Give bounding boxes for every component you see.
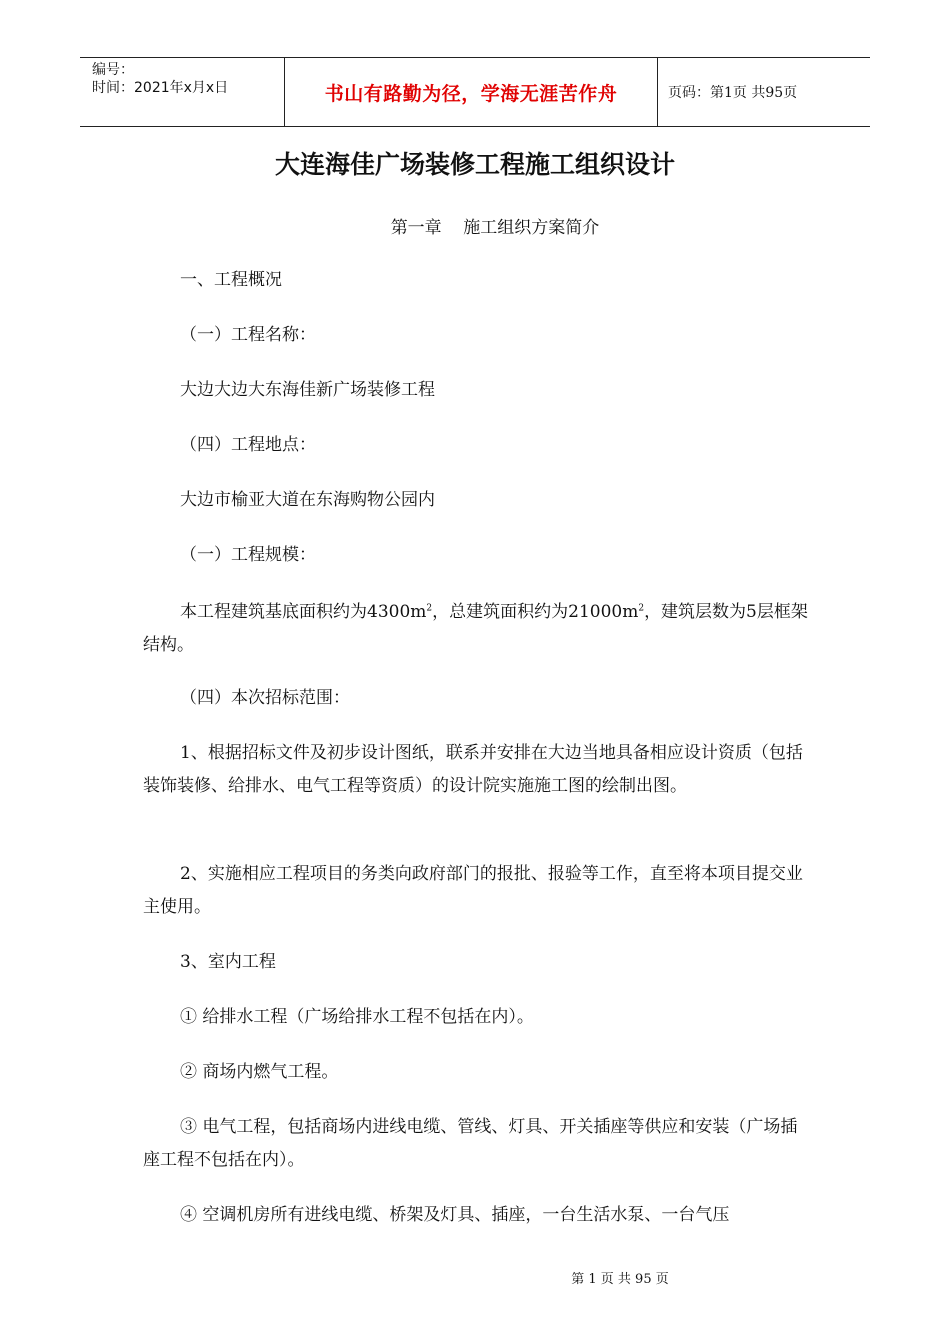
section-heading: 一、工程概况 <box>180 270 282 290</box>
scale-text-2: ，总建筑面积约为21000m <box>432 602 639 622</box>
subsection-heading: （四）本次招标范围： <box>180 688 350 708</box>
paragraph-scale <box>143 596 811 662</box>
scale-text-3: ，建筑层数为5层框架结构。 <box>143 602 808 655</box>
header-page-info: 页码：第1页 共95页 <box>668 85 798 101</box>
list-item: ② 商场内燃气工程。 <box>180 1062 339 1082</box>
chapter-heading: 第一章 施工组织方案简介 <box>390 218 600 238</box>
document-time: 时间：2021年x月x日 <box>92 80 229 96</box>
superscript: 2 <box>638 603 645 614</box>
page-footer: 第 1 页 共 95 页 <box>571 1272 669 1287</box>
list-item: ④ 空调机房所有进线电缆、桥架及灯具、插座，一台生活水泵、一台气压 <box>180 1205 730 1225</box>
page-header <box>80 57 870 127</box>
paragraph: 2、实施相应工程项目的务类向政府部门的报批、报验等工作，直至将本项目提交业主使用。 <box>143 864 803 917</box>
header-motto: 书山有路勤为径，学海无涯苦作舟 <box>284 58 658 126</box>
list-item: ③ 电气工程，包括商场内进线电缆、管线、灯具、开关插座等供应和安装（广场插座工程不包括在内）。 <box>143 1117 798 1170</box>
subsection-heading: （一）工程名称： <box>180 325 316 345</box>
subsection-heading: （一）工程规模： <box>180 545 316 565</box>
list-item: ① 给排水工程（广场给排水工程不包括在内）。 <box>180 1007 534 1027</box>
paragraph: 大边市榆亚大道在东海购物公园内 <box>180 490 435 510</box>
superscript: 2 <box>426 603 433 614</box>
paragraph: 1、根据招标文件及初步设计图纸，联系并安排在大边当地具备相应设计资质（包括装饰装修、给排水、电气工程等资质）的设计院实施施工图的绘制出图。 <box>143 743 803 796</box>
document-title: 大连海佳广场装修工程施工组织设计 <box>274 150 675 179</box>
paragraph: 3、室内工程 <box>180 952 276 972</box>
subsection-heading: （四）工程地点： <box>180 435 316 455</box>
paragraph: 大边大边大东海佳新广场装修工程 <box>180 380 435 400</box>
scale-text-1: 本工程建筑基底面积约为4300m <box>180 602 427 622</box>
document-number-label: 编号： <box>92 62 134 78</box>
header-meta <box>80 58 284 126</box>
